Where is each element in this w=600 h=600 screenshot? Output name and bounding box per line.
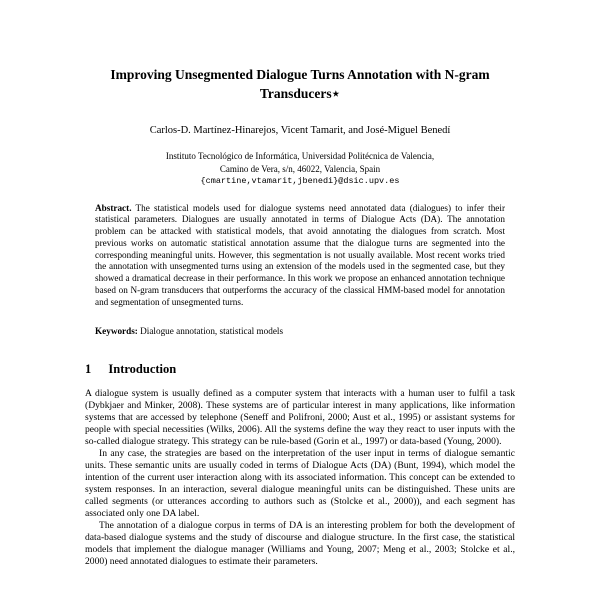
keywords-line <box>95 325 505 337</box>
abstract-paragraph <box>95 203 505 309</box>
section-heading-introduction <box>85 361 515 377</box>
affiliation-line-2: Camino de Vera, s/n, 46022, Valencia, Spain <box>219 163 381 174</box>
affiliation-line-1: Instituto Tecnológico de Informática, Universidad Politécnica de Valencia, <box>165 151 435 161</box>
keywords-text: Dialogue annotation, statistical models <box>140 325 284 336</box>
section-number: 1 <box>85 361 92 376</box>
paper-authors: Carlos-D. Martínez-Hinarejos, Vicent Tamarit, and José-Miguel Benedí <box>149 125 451 136</box>
abstract-label: Abstract. <box>95 202 132 213</box>
intro-paragraph-1: A dialogue system is usually defined as a computer system that interacts with a human user to fulfil a task (Dybkjaer and Minker, 2008). These systems are of particular interest in many applications, like information systems that are accessed by telephone (Seneff and Polifroni, 2000; Aust et al., 1995) or assistant systems for people with special necessities (Wilks, 2006). All the systems define the way they react to user inputs with the so-called dialogue strategy. This strategy can be rule-based (Gorin et al., 1997) or data-based (Young, 2000). <box>85 387 515 447</box>
intro-paragraph-3: The annotation of a dialogue corpus in terms of DA is an interesting problem for both the development of data-based dialogue systems and the study of discourse and dialogue structure. In the first case, the statistical models that implement the dialogue manager (Williams and Young, 2007; Meng et al., 2003; Stolcke et al., 2000) need annotated dialogues to estimate their parameters. <box>85 519 515 567</box>
intro-paragraph-2: In any case, the strategies are based on the interpretation of the user input in terms of dialogue semantic units. These semantic units are usually coded in terms of Dialogue Acts (DA) (Bunt, 1994), which model the intention of the current user interaction along with its associated information. This concept can be extended to system responses. In an interaction, several dialogue meaningful units can be distinguished. These units are called segments (or utterances according to authors such as (Stolcke et al., 2000)), and each segment has associated only one DA label. <box>85 447 515 519</box>
paper-title: Improving Unsegmented Dialogue Turns Annotation with N-gram Transducers⋆ <box>110 67 490 101</box>
authors-email: {cmartine,vtamarit,jbenedi}@dsic.upv.es <box>200 176 400 186</box>
keywords-label: Keywords: <box>95 325 138 336</box>
abstract-text: The statistical models used for dialogue systems need annotated data (dialogues) to infer their statistical parameters. Dialogues are usually annotated in terms of Dialogue Acts (DA). The annotation problem can be attacked with statistical models, that avoid annotating the dialogues from scratch. Most previous works on automatic statistical annotation assume that the dialogue turns are segmented into the corresponding meaningful units. However, this segmentation is not usually available. Most recent works tried the annotation with unsegmented turns using an extension of the models used in the segmented case, but they showed a dramatical decrease in their performance. In this work we propose an enhanced annotation technique based on N-gram transducers that outperforms the accuracy of the classical HMM-based model for annotation and segmentation of unsegmented turns. <box>95 202 505 307</box>
affiliation-block <box>85 150 515 188</box>
section-title: Introduction <box>108 361 177 376</box>
